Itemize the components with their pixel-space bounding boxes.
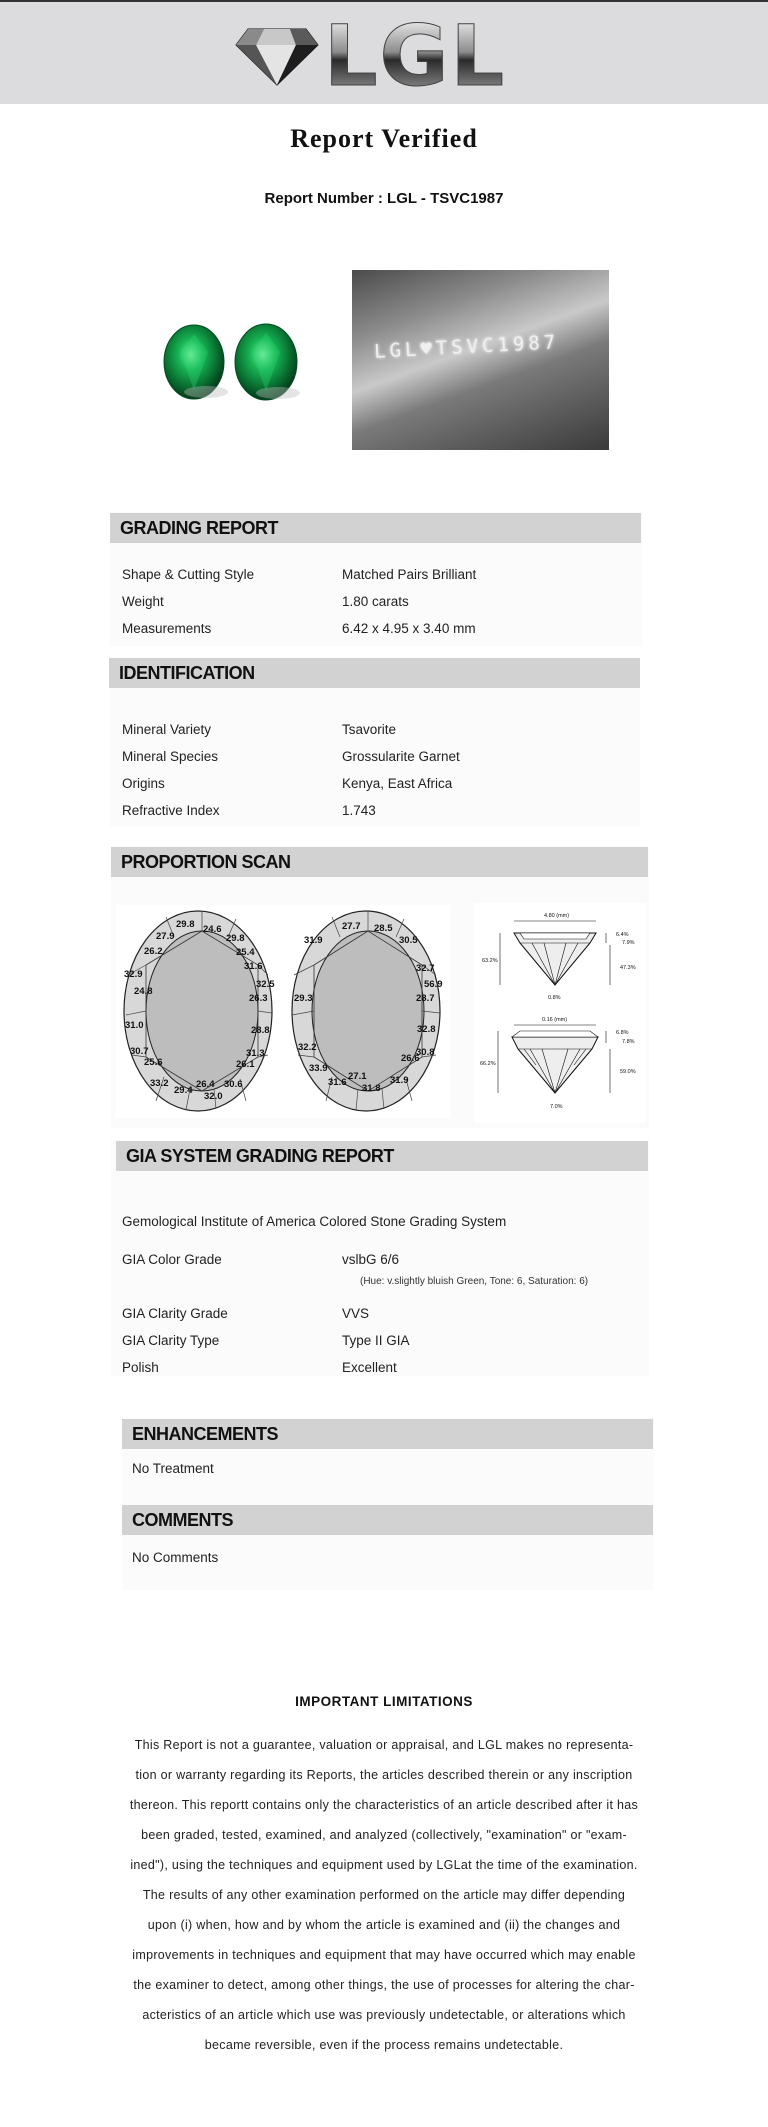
row-value: 1.80 carats bbox=[342, 594, 409, 609]
facet-label: 32.9 bbox=[124, 969, 143, 980]
limitations-title: IMPORTANT LIMITATIONS bbox=[295, 1694, 473, 1709]
facet-label: 26.4 bbox=[196, 1079, 215, 1090]
facet-label: 26.3 bbox=[249, 993, 268, 1004]
facet-label: 32.2 bbox=[298, 1042, 317, 1053]
facet-label: 29.8 bbox=[226, 933, 245, 944]
profile-width-label: 4.80 (mm) bbox=[544, 913, 570, 919]
profile-ratio-label: 7.9% bbox=[622, 940, 635, 946]
row-value: 1.743 bbox=[342, 803, 376, 818]
lgl-logo[interactable] bbox=[234, 7, 506, 105]
comments-heading: COMMENTS bbox=[122, 1505, 653, 1535]
facet-label: 31.9 bbox=[304, 935, 323, 946]
profile-ratio-label: 6.4% bbox=[616, 932, 629, 938]
facet-label: 28.5 bbox=[374, 923, 393, 934]
limitations-line: the examiner to detect, among other things, the use of processes for altering the char- bbox=[133, 1978, 635, 1992]
row-value: Grossularite Garnet bbox=[342, 749, 460, 764]
gem-pair-photo bbox=[134, 272, 324, 452]
facet-label: 33.9 bbox=[309, 1063, 328, 1074]
facet-label: 56.9 bbox=[424, 979, 443, 990]
inscription-photo bbox=[352, 270, 609, 450]
facet-label: 26.1 bbox=[236, 1059, 255, 1070]
profile-top bbox=[482, 913, 636, 1001]
comments-text: No Comments bbox=[132, 1550, 219, 1565]
facet-label: 29.8 bbox=[176, 919, 195, 930]
report-number: Report Number : LGL - TSVC1987 bbox=[264, 190, 504, 207]
profile-ratio-label: 7.8% bbox=[622, 1039, 635, 1045]
diamond-logo-icon bbox=[234, 25, 320, 87]
limitations-line: acteristics of an article which use was previously undetectable, or alterations which bbox=[142, 2008, 626, 2022]
facet-label: 32.8 bbox=[417, 1024, 436, 1035]
row-value: Type II GIA bbox=[342, 1333, 410, 1348]
color-grade-note: (Hue: v.slightly bluish Green, Tone: 6, Saturation: 6) bbox=[360, 1276, 589, 1287]
row-label: GIA Color Grade bbox=[122, 1252, 222, 1267]
inscription-text: LGL♥TSVC1987 bbox=[373, 331, 560, 363]
row-label: Refractive Index bbox=[122, 803, 220, 818]
facet-label: 31.3 bbox=[246, 1048, 265, 1059]
facet-label: 29.3 bbox=[294, 993, 313, 1004]
profile-depth-label: 63.2% bbox=[482, 958, 498, 964]
facet-label: 31.6 bbox=[244, 961, 263, 972]
facet-label: 32.7 bbox=[416, 963, 435, 974]
row-label: Shape & Cutting Style bbox=[122, 567, 255, 582]
enhancements-text: No Treatment bbox=[132, 1461, 214, 1476]
facet-label: 30.8 bbox=[416, 1047, 435, 1058]
row-value: 6.42 x 4.95 x 3.40 mm bbox=[342, 621, 476, 636]
row-value: Excellent bbox=[342, 1360, 397, 1375]
facet-label: 31.6 bbox=[328, 1077, 347, 1088]
facet-label: 24.6 bbox=[203, 924, 222, 935]
header-band bbox=[0, 0, 768, 104]
facet-label: 32.0 bbox=[204, 1091, 223, 1102]
facet-diagram bbox=[116, 905, 450, 1118]
profile-bottom bbox=[480, 1017, 636, 1110]
limitations-line: improvements in techniques and equipment that may have occurred which may enable bbox=[132, 1948, 636, 1962]
gia-heading: GIA SYSTEM GRADING REPORT bbox=[116, 1141, 648, 1171]
limitations-line: became reversible, even if the process remains undetectable. bbox=[204, 2038, 564, 2052]
facet-label: 26.6 bbox=[401, 1053, 420, 1064]
profile-bottom-label: 0.8% bbox=[548, 995, 561, 1001]
row-value: Matched Pairs Brilliant bbox=[342, 567, 477, 582]
facet-label: 25.4 bbox=[236, 947, 255, 958]
gia-system-text: Gemological Institute of America Colored Stone Grading System bbox=[122, 1214, 507, 1229]
row-value: VVS bbox=[342, 1306, 370, 1321]
page-title: Report Verified bbox=[290, 124, 478, 153]
row-label: Mineral Species bbox=[122, 749, 219, 764]
row-value: Tsavorite bbox=[342, 722, 397, 737]
profile-ratio-label: 59.0% bbox=[620, 1069, 636, 1075]
profile-width-label: 0.16 (mm) bbox=[542, 1017, 568, 1023]
row-value: Kenya, East Africa bbox=[342, 776, 453, 791]
facet-label: 25.6 bbox=[144, 1057, 163, 1068]
grading-report-heading: GRADING REPORT bbox=[110, 513, 641, 543]
facet-label: 24.8 bbox=[134, 986, 153, 997]
profile-ratio-label: 47.3% bbox=[620, 965, 636, 971]
facet-label: 28.8 bbox=[251, 1025, 270, 1036]
facet-label: 27.1 bbox=[348, 1071, 367, 1082]
enhancements-heading: ENHANCEMENTS bbox=[122, 1419, 653, 1449]
facet-label: 31.8 bbox=[362, 1083, 381, 1094]
limitations-line: ined"), using the techniques and equipment used by LGLat the time of the examination. bbox=[130, 1858, 638, 1872]
row-label: Weight bbox=[122, 594, 164, 609]
limitations-line: thereon. This reportt contains only the characteristics of an article described after it has bbox=[129, 1798, 639, 1812]
profile-depth-label: 66.2% bbox=[480, 1061, 496, 1067]
facet-label: 28.7 bbox=[416, 993, 435, 1004]
row-label: Origins bbox=[122, 776, 165, 791]
facet-label: 32.5 bbox=[256, 979, 275, 990]
row-label: Polish bbox=[122, 1360, 159, 1375]
row-label: Mineral Variety bbox=[122, 722, 212, 737]
profile-diagram bbox=[474, 903, 646, 1123]
profile-bottom-label: 7.0% bbox=[550, 1104, 563, 1110]
limitations-line: upon (i) when, how and by whom the article is examined and (ii) the changes and bbox=[147, 1918, 621, 1932]
facet-label: 31.9 bbox=[390, 1075, 409, 1086]
facet-label: 30.6 bbox=[224, 1079, 243, 1090]
profile-ratio-label: 6.8% bbox=[616, 1030, 629, 1036]
facet-label: 27.9 bbox=[156, 931, 175, 942]
row-label: Measurements bbox=[122, 621, 212, 636]
facet-label: 33.2 bbox=[150, 1078, 169, 1089]
limitations-line: This Report is not a guarantee, valuation or appraisal, and LGL makes no representa- bbox=[134, 1738, 634, 1752]
row-value: vslbG 6/6 bbox=[342, 1252, 400, 1267]
row-label: GIA Clarity Grade bbox=[122, 1306, 228, 1321]
facet-label: 30.7 bbox=[130, 1046, 149, 1057]
limitations-line: been graded, tested, examined, and analyzed (collectively, "examination" or "exam- bbox=[141, 1828, 627, 1842]
proportion-scan-heading: PROPORTION SCAN bbox=[111, 847, 648, 877]
facet-label: 29.4 bbox=[174, 1085, 193, 1096]
row-label: GIA Clarity Type bbox=[122, 1333, 220, 1348]
facet-label: 27.7 bbox=[342, 921, 361, 932]
limitations-line: The results of any other examination performed on the article may differ depending bbox=[142, 1888, 626, 1902]
facet-label: 30.5 bbox=[399, 935, 418, 946]
facet-label: 26.2 bbox=[144, 946, 163, 957]
facet-label: 31.0 bbox=[125, 1020, 144, 1031]
limitations-line: tion or warranty regarding its Reports, the articles described therein or any inscription bbox=[135, 1768, 633, 1782]
identification-heading: IDENTIFICATION bbox=[109, 658, 640, 688]
logo-text: LGL bbox=[324, 7, 506, 105]
